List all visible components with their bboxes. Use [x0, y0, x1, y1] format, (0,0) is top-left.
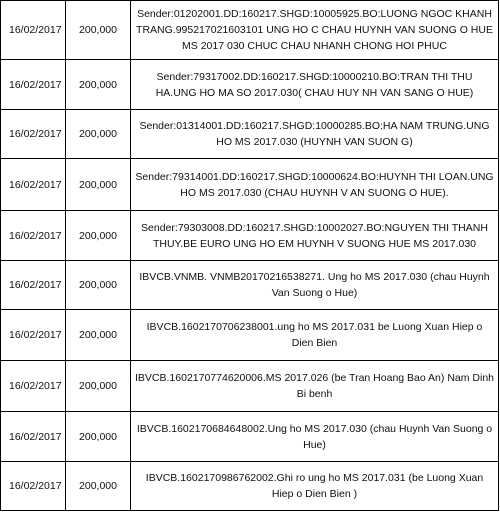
amount-cell: 200,000	[66, 159, 131, 211]
amount-cell: 200,000	[66, 261, 131, 310]
date-cell: 16/02/2017	[1, 60, 66, 110]
date-cell: 16/02/2017	[1, 159, 66, 211]
date-cell: 16/02/2017	[1, 211, 66, 261]
date-cell: 16/02/2017	[1, 361, 66, 412]
date-cell: 16/02/2017	[1, 1, 66, 60]
description-cell: IBVCB.VNMB. VNMB20170216538271. Ung ho MS 2017.030 (chau Huynh Van Suong o Hue)	[131, 261, 499, 310]
table-row	[1, 1, 499, 60]
table-row	[1, 412, 499, 462]
date-cell: 16/02/2017	[1, 261, 66, 310]
amount-cell: 200,000	[66, 1, 131, 60]
date-cell: 16/02/2017	[1, 110, 66, 159]
table-row	[1, 462, 499, 511]
amount-cell: 200,000	[66, 310, 131, 361]
table-row	[1, 159, 499, 211]
description-cell: Sender:01314001.DD:160217.SHGD:10000285.BO:HA NAM TRUNG.UNG HO MS 2017.030 (HUYNH VAN SUON G)	[131, 110, 499, 159]
amount-cell: 200,000	[66, 211, 131, 261]
amount-cell: 200,000	[66, 361, 131, 412]
description-cell: IBVCB.1602170706238001.ung ho MS 2017.031 be Luong Xuan Hiep o Dien Bien	[131, 310, 499, 361]
amount-cell: 200,000	[66, 110, 131, 159]
amount-cell: 200,000	[66, 60, 131, 110]
table-row	[1, 361, 499, 412]
table-row	[1, 110, 499, 159]
description-cell: Sender:79314001.DD:160217.SHGD:10000624.BO:HUYNH THI LOAN.UNG HO MS 2017.030 (CHAU HUYNH V AN SUONG O HUE).	[131, 159, 499, 211]
table-row	[1, 261, 499, 310]
table-row	[1, 310, 499, 361]
table-row	[1, 211, 499, 261]
description-cell: IBVCB.1602170986762002.Ghi ro ung ho MS 2017.031 (be Luong Xuan Hiep o Dien Bien )	[131, 462, 499, 511]
description-cell: Sender:01202001.DD:160217.SHGD:10005925.BO:LUONG NGOC KHANH TRANG.995217021603101 UNG HO C CHAU HUYNH VAN SUONG O HUE MS 2017 030 CHUC CHAU NHANH CHONG HOI PHUC	[131, 1, 499, 60]
table-row	[1, 60, 499, 110]
description-cell: IBVCB.1602170684648002.Ung ho MS 2017.030 (chau Huynh Van Suong o Hue)	[131, 412, 499, 462]
amount-cell: 200,000	[66, 412, 131, 462]
date-cell: 16/02/2017	[1, 310, 66, 361]
description-cell: IBVCB.1602170774620006.MS 2017.026 (be Tran Hoang Bao An) Nam Dinh Bi benh	[131, 361, 499, 412]
date-cell: 16/02/2017	[1, 462, 66, 511]
amount-cell: 200,000	[66, 462, 131, 511]
description-cell: Sender:79303008.DD:160217.SHGD:10002027.BO:NGUYEN THI THANH THUY.BE EURO UNG HO EM HUYNH V SUONG HUE MS 2017.030	[131, 211, 499, 261]
description-cell: Sender:79317002.DD:160217.SHGD:10000210.BO:TRAN THI THU HA.UNG HO MA SO 2017.030( CHAU HUY NH VAN SANG O HUE)	[131, 60, 499, 110]
date-cell: 16/02/2017	[1, 412, 66, 462]
